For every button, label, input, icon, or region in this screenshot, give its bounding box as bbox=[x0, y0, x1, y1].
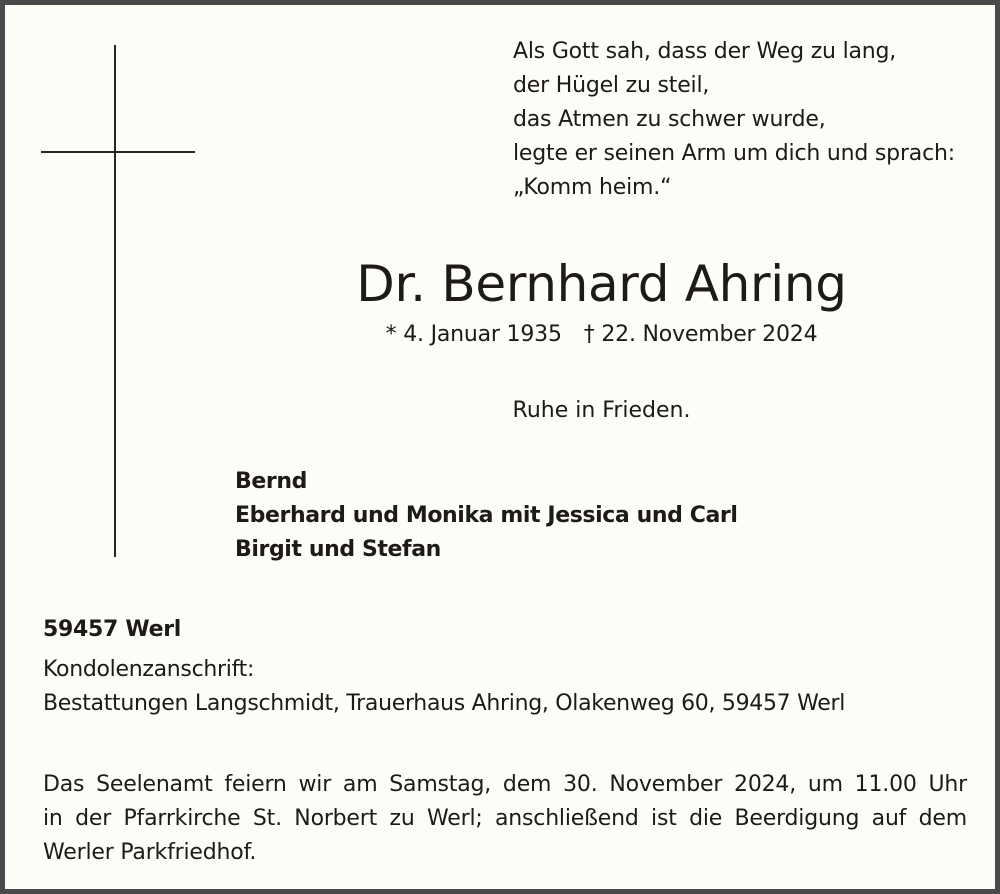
poem-line: das Atmen zu schwer wurde, bbox=[513, 107, 826, 132]
mourner-line: Eberhard und Monika mit Jessica und Carl bbox=[235, 503, 738, 528]
location: 59457 Werl bbox=[43, 617, 181, 642]
poem-line: Als Gott sah, dass der Weg zu lang, bbox=[513, 39, 897, 64]
service-line: in der Pfarrkirche St. Norbert zu Werl; anschließend ist die Beerdigung auf dem bbox=[43, 806, 967, 831]
condolence-address-block bbox=[43, 653, 845, 721]
farewell-text: Ruhe in Frieden. bbox=[512, 398, 691, 423]
poem-line: legte er seinen Arm um dich und sprach: bbox=[513, 141, 955, 166]
cross-horizontal-bar bbox=[41, 151, 195, 153]
mourners-list bbox=[235, 465, 738, 567]
mourner-line: Bernd bbox=[235, 469, 307, 494]
condolence-address: Bestattungen Langschmidt, Trauerhaus Ahring, Olakenweg 60, 59457 Werl bbox=[43, 691, 846, 716]
life-dates bbox=[5, 317, 1000, 353]
service-line: Das Seelenamt feiern wir am Samstag, dem 30. November 2024, um 11.00 Uhr bbox=[43, 772, 967, 797]
poem-line: „Komm heim.“ bbox=[513, 175, 672, 200]
poem bbox=[513, 35, 955, 205]
poem-line: der Hügel zu steil, bbox=[513, 73, 710, 98]
condolence-label: Kondolenzanschrift: bbox=[43, 657, 255, 682]
birth-date: * 4. Januar 1935 bbox=[385, 322, 562, 347]
deceased-name: Dr. Bernhard Ahring bbox=[356, 255, 847, 313]
service-announcement bbox=[43, 768, 967, 870]
service-line: Werler Parkfriedhof. bbox=[43, 840, 257, 865]
death-date: † 22. November 2024 bbox=[583, 322, 818, 347]
mourner-line: Birgit und Stefan bbox=[235, 537, 441, 562]
